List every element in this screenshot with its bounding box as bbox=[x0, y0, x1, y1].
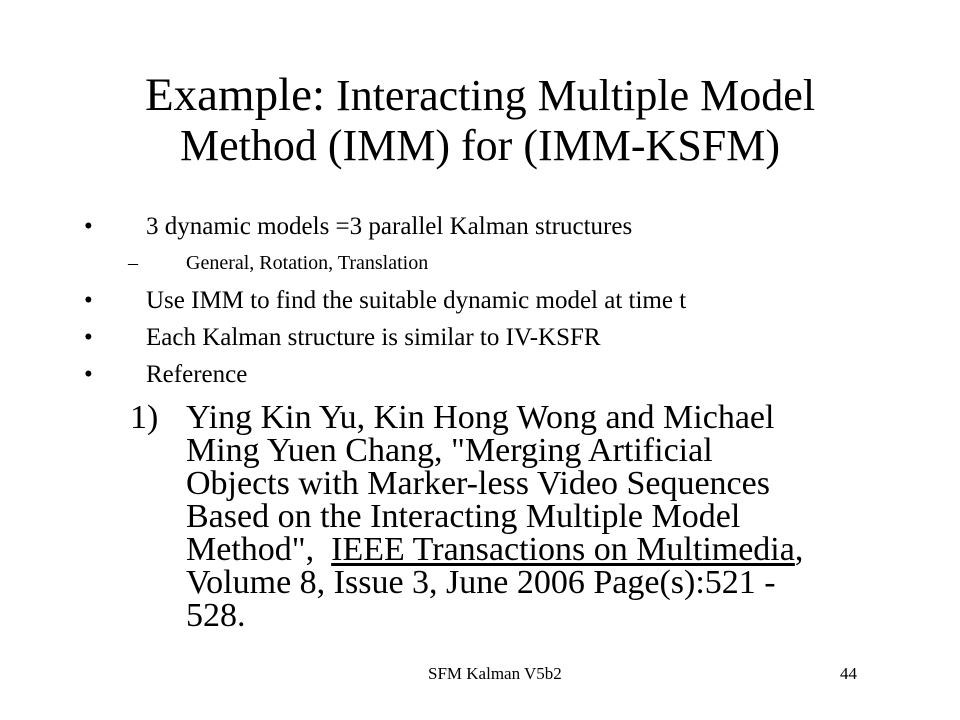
reference-line: 528. bbox=[186, 597, 246, 634]
reference-line: Volume 8, Issue 3, June 2006 Page(s):521 - bbox=[186, 564, 776, 601]
slide-number: 44 bbox=[840, 664, 857, 683]
reference-number: 1) bbox=[130, 399, 159, 436]
slide-title bbox=[0, 70, 960, 171]
bullet-text: Each Kalman structure is similar to IV-KSFR bbox=[146, 324, 601, 351]
reference-body bbox=[186, 401, 886, 632]
reference-line: Ying Kin Yu, Kin Hong Wong and Michael bbox=[186, 399, 775, 436]
reference-line: Method", bbox=[186, 531, 315, 568]
bullet-marker: • bbox=[84, 361, 93, 388]
bullet-marker: • bbox=[84, 324, 93, 351]
reference-line: Based on the Interacting Multiple Model bbox=[186, 498, 741, 535]
reference-line-journal bbox=[186, 533, 886, 566]
bullet-marker: • bbox=[84, 213, 93, 240]
bullet-text: Use IMM to find the suitable dynamic model at time t bbox=[146, 287, 687, 314]
title-line-1-rest: Interacting Multiple Model bbox=[336, 71, 816, 120]
bullet-text: 3 dynamic models =3 parallel Kalman structures bbox=[146, 213, 633, 240]
title-line-1 bbox=[0, 70, 960, 121]
reference-line: Objects with Marker-less Video Sequences bbox=[186, 465, 770, 502]
bullet-marker: • bbox=[84, 287, 93, 314]
sub-bullet-marker: – bbox=[128, 252, 138, 274]
bullet-text: Reference bbox=[146, 361, 248, 388]
journal-suffix: , bbox=[794, 531, 804, 568]
reference-line: Ming Yuen Chang, "Merging Artificial bbox=[186, 432, 713, 469]
title-line-2: Method (IMM) for (IMM-KSFM) bbox=[179, 121, 781, 170]
journal-link[interactable]: IEEE Transactions on Multimedia bbox=[331, 531, 795, 568]
footer-title: SFM Kalman V5b2 bbox=[428, 664, 562, 683]
sub-bullet-text: General, Rotation, Translation bbox=[186, 252, 429, 274]
title-lead: Example: bbox=[144, 69, 326, 121]
